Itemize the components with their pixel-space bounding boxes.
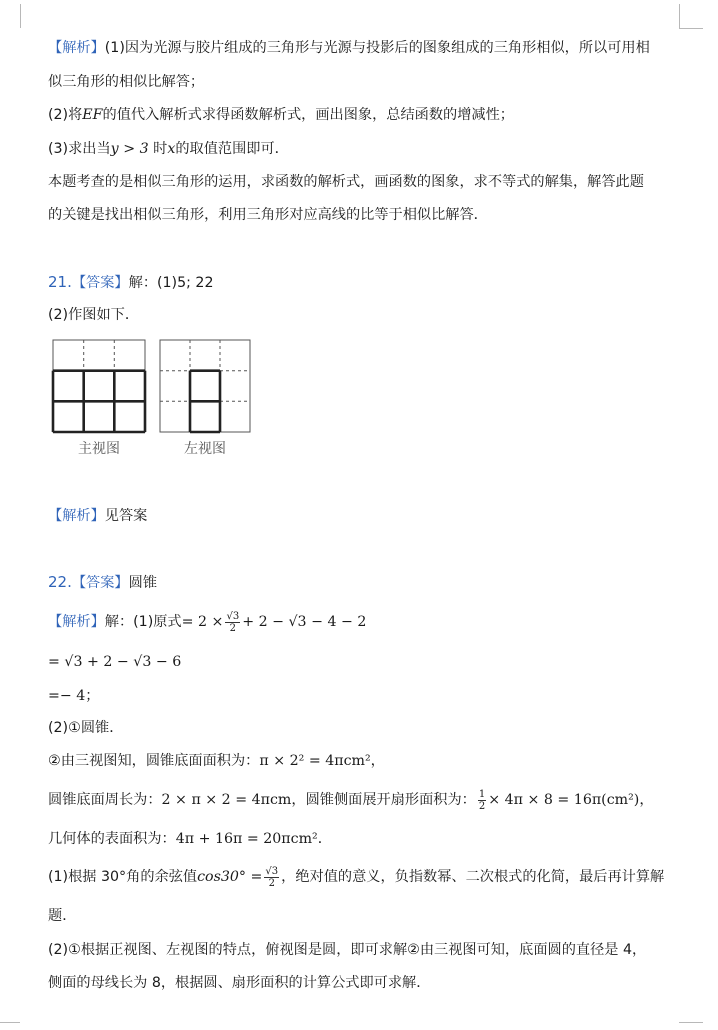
q22-part2-2: ②由三视图知，圆锥底面面积为：π × 2² = 4πcm²， (48, 753, 385, 769)
crop-mark-bottom-left-h (0, 1022, 20, 1023)
q21-analysis-tag: 【解析】 (48, 508, 105, 524)
q22-number: 22. (48, 573, 72, 591)
q22-part2-4: 几何体的表面积为：4π + 16π = 20πcm²． (48, 831, 332, 847)
crop-mark-top-right-h (679, 28, 703, 29)
cos30-fraction: $\frac{√3}{2}$ (265, 865, 279, 889)
q22-step-3: =− 4； (48, 688, 100, 704)
q22-analysis-tag: 【解析】 (48, 614, 105, 630)
q22-explain-4: 侧面的母线长为 8，根据圆、扇形面积的计算公式即可求解． (48, 975, 431, 991)
analysis-tag: 【解析】 (48, 40, 105, 56)
q22-analysis-line-1: 【解析】解：(1)原式= 2 × $\frac{√3}{2}$ + 2 − √3 − 4 − 2 (48, 610, 367, 634)
q22-explain-2: 题． (48, 908, 77, 924)
q22-part2-3: 圆锥底面周长为：2 × π × 2 = 4πcm，圆锥侧面展开扇形面积为： $\frac{1}{2}$ × 4π × 8 = 16π(cm²)， (48, 788, 654, 812)
analysis-line-2: 似三角形的相似比解答； (48, 74, 205, 90)
q22-explain-3: (2)①根据正视图、左视图的特点，俯视图是圆，即可求解②由三视图可知，底面圆的直径是 4， (48, 942, 647, 958)
three-views-figure (48, 336, 256, 462)
analysis-line-1: 【解析】(1)因为光源与胶片组成的三角形与光源与投影后的图象组成的三角形相似，所以可用相 (48, 40, 650, 56)
analysis-line-5: 本题考查的是相似三角形的运用，求函数的解析式，画函数的图象，求不等式的解集，解答此题 (48, 174, 644, 190)
q22-answer-line: 22.【答案】圆锥 (48, 573, 158, 591)
q22-answer-tag: 【答案】 (71, 575, 129, 591)
one-half-fraction: $\frac{1}{2}$ (478, 788, 486, 812)
sqrt3-over-2-fraction: $\frac{√3}{2}$ (226, 610, 240, 634)
q22-step-2: = √3 + 2 − √3 − 6 (48, 654, 182, 670)
q22-part2-1: (2)①圆锥． (48, 720, 124, 736)
front-view-label: 主视图 (78, 441, 120, 457)
q21-answer-tag: 【答案】 (71, 275, 129, 291)
analysis-line-6: 的关键是找出相似三角形，利用三角形对应高线的比等于相似比解答． (48, 207, 488, 223)
q22-explain-1: (1)根据 30°角的余弦值cos30° = $\frac{√3}{2}$ ，绝对值的意义，负指数幂、二次根式的化简，最后再计算解 (48, 865, 665, 889)
analysis-line-3: (2)将EF的值代入解析式求得函数解析式，画出图象，总结函数的增减性； (48, 107, 514, 123)
analysis-line-4: (3)求出当y > 3 时x的取值范围即可． (48, 141, 289, 157)
left-view (160, 340, 250, 432)
q21-answer-line: 21.【答案】解：(1)5; 22 (48, 273, 214, 291)
q21-number: 21. (48, 273, 72, 291)
crop-mark-top-left-v (20, 4, 21, 28)
left-view-label: 左视图 (184, 441, 226, 457)
crop-mark-bottom-right-h (679, 1022, 703, 1023)
q21-analysis-line: 【解析】见答案 (48, 508, 148, 524)
q21-draw-line: (2)作图如下． (48, 307, 140, 323)
front-view (53, 340, 145, 432)
crop-mark-top-right-v (679, 4, 680, 28)
